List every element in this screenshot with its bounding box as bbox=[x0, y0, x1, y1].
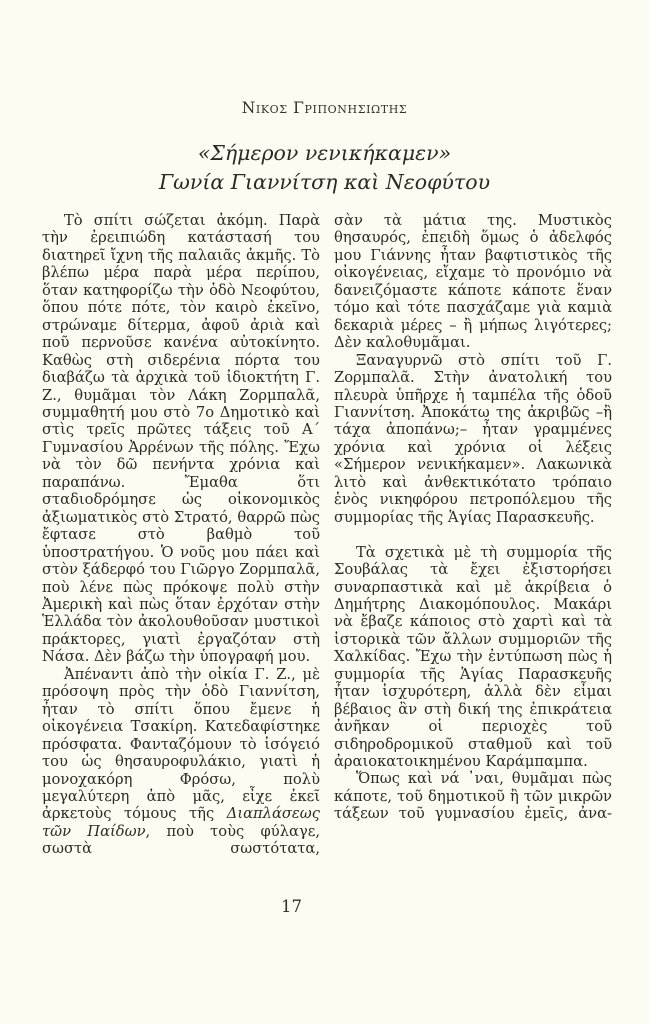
paragraph-1: Τὸ σπίτι σώζεται ἀκόμη. Παρὰ τὴν ἐρειπιώδη κατάστασή του διατηρεῖ ἴχνη τῆς παλαιᾶς ἀκμῆς. Τὸ βλέπω μέρα παρὰ μέρα περίπου, ὅταν κατηφορίζω τὴν ὁδὸ Νεοφύτου, ὅπου πότε πότε, τὸν καιρὸ ἐκεῖνο, στρώναμε δίτερμα, ἀφοῦ ἀριὰ καὶ ποῦ περνοῦσε κανένα αὐτοκίνητο. Καθὼς στὴ σιδερένια πόρτα του διαβάζω τὰ ἀρχικὰ τοῦ ἰδιοκτήτη Γ. Ζ., θυμᾶμαι τὸν Λάκη Ζορμπαλᾶ, συμμαθητή μου στὸ 7ο Δημοτικὸ καὶ στὶς τρεῖς πρῶτες τάξεις τοῦ Α´ Γυμνασίου Ἀρρένων τῆς πόλης. Ἔχω νὰ τὸν δῶ πενήντα χρόνια καὶ παραπάνω. Ἔμαθα ὅτι σταδιοδρόμησε ὡς οἰκονομικὸς ἀξιωματικὸς στὸ Στρατό, θαρρῶ πὼς ἔφτασε στὸ βαθμὸ τοῦ ὑποστρατήγου. Ὁ νοῦς μου πάει καὶ στὸν ξάδερφό του Γιῶργο Ζορμπαλᾶ, ποὺ λένε πὼς πρόκοψε πολὺ στὴν Ἀμερικὴ καὶ πὼς ὅταν ἐρχόταν στὴν Ἑλλάδα τὸν ἀκολουθοῦσαν μυστικοὶ πράκτορες, γιατὶ ἐργαζόταν στὴ Νάσα. Δὲν βάζω τὴν ὑπογραφή μου. bbox=[42, 212, 320, 666]
two-column-text bbox=[42, 212, 612, 858]
paragraph-4: Τὰ σχετικὰ μὲ τὴ συμμορία τῆς Σουβάλας τὰ ἔχει ἐξιστορήσει συναρπαστικὰ καὶ μὲ ἀκρίβεια ὁ Δημήτρης Διακομόπουλος. Μακάρι νὰ ἔβαζε κάποιος στὸ χαρτὶ καὶ τὰ ἱστορικὰ τῶν ἄλλων συμμοριῶν τῆς Χαλκίδας. Ἔχω τὴν ἐντύπωση πὼς ἡ συμμορία τῆς Ἁγίας Παρασκευῆς ἦταν ἰσχυρότερη, ἀλλὰ δὲν εἶμαι βέβαιος ἂν στὴ δική της ἐπικράτεια ἀνῆκαν οἱ περιοχὲς τοῦ σιδηροδρομικοῦ σταθμοῦ καὶ τοῦ ἀραιοκατοικημένου Καράμπαμπα. bbox=[334, 543, 612, 771]
paragraph-2 bbox=[42, 666, 320, 858]
paragraph-2-text: Ἀπέναντι ἀπὸ τὴν οἰκία Γ. Ζ., μὲ πρόσοψη πρὸς τὴν ὁδὸ Γιαννίτση, ἦταν τὸ σπίτι ὅπου ἔμενε ἡ οἰκογένεια Τσακίρη. Κατεδαφίστηκε πρόσφατα. Φανταζόμουν τὸ ἰσόγειό του ὡς θησαυροφυλάκιο, γιατὶ ἡ μονοχακόρη Φρόσω, πολὺ μεγαλύτερη ἀπὸ μᾶς, εἶχε ἐκεῖ ἀρκετοὺς τόμους τῆς bbox=[42, 665, 320, 823]
article-title bbox=[0, 139, 649, 197]
paragraph-2-text-after: , ποὺ τοὺς φύλαγε, σωστὰ σωστότατα, bbox=[42, 822, 321, 858]
page-number: 17 bbox=[281, 897, 302, 916]
paragraph-3: Ξαναγυρνῶ στὸ σπίτι τοῦ Γ. Ζορμπαλᾶ. Στὴν ἀνατολική του πλευρὰ ὑπῆρχε ἡ ταμπέλα τῆς ὁδοῦ Γιαννίτση. Ἀποκάτω της ἀκριβῶς –ἢ τάχα ἀποπάνω;– ἦταν γραμμένες χρόνια καὶ χρόνια οἱ λέξεις «Σήμερον νενικήκαμεν». Λακωνικὰ λιτὸ καὶ ἀνθεκτικότατο τρόπαιο ἑνὸς νικηφόρου πετροπόλεμου τῆς συμμορίας τῆς Ἁγίας Παρασκευῆς. bbox=[334, 351, 612, 526]
book-title-reference: Διαπλάσεως τῶν Παίδων bbox=[42, 805, 320, 840]
paragraph-5: Ὅπως καὶ νά ᾿ναι, θυμᾶμαι πὼς κάποτε, τοῦ δημοτικοῦ ἢ τῶν μικρῶν τάξεων τοῦ γυμνασίου ἐμεῖς, ἀνα- bbox=[334, 770, 612, 823]
paragraph-2-continuation: σὰν τὰ μάτια της. Μυστικὸς θησαυρός, ἐπειδὴ ὅμως ὁ ἀδελφός μου Γιάννης ἦταν βαφτιστικὸς τῆς οἰκογένειας, εἴχαμε τὸ προνόμιο νὰ δανειζόμαστε κάποτε κάποτε ἕναν τόμο καὶ τότε πασχάζαμε γιὰ καμιὰ δεκαριὰ μέρες – ἢ μήπως λιγότερες; Δὲν καλοθυμᾶμαι. bbox=[334, 212, 612, 352]
text-column-left bbox=[42, 212, 320, 858]
title-line-1: «Σήμερον νενικήκαμεν» bbox=[197, 141, 452, 165]
author-heading: Νικος Γριπονησιωτης bbox=[241, 99, 408, 117]
text-column-right bbox=[334, 212, 612, 858]
title-line-2: Γωνία Γιαννίτση καὶ Νεοφύτου bbox=[158, 170, 491, 194]
